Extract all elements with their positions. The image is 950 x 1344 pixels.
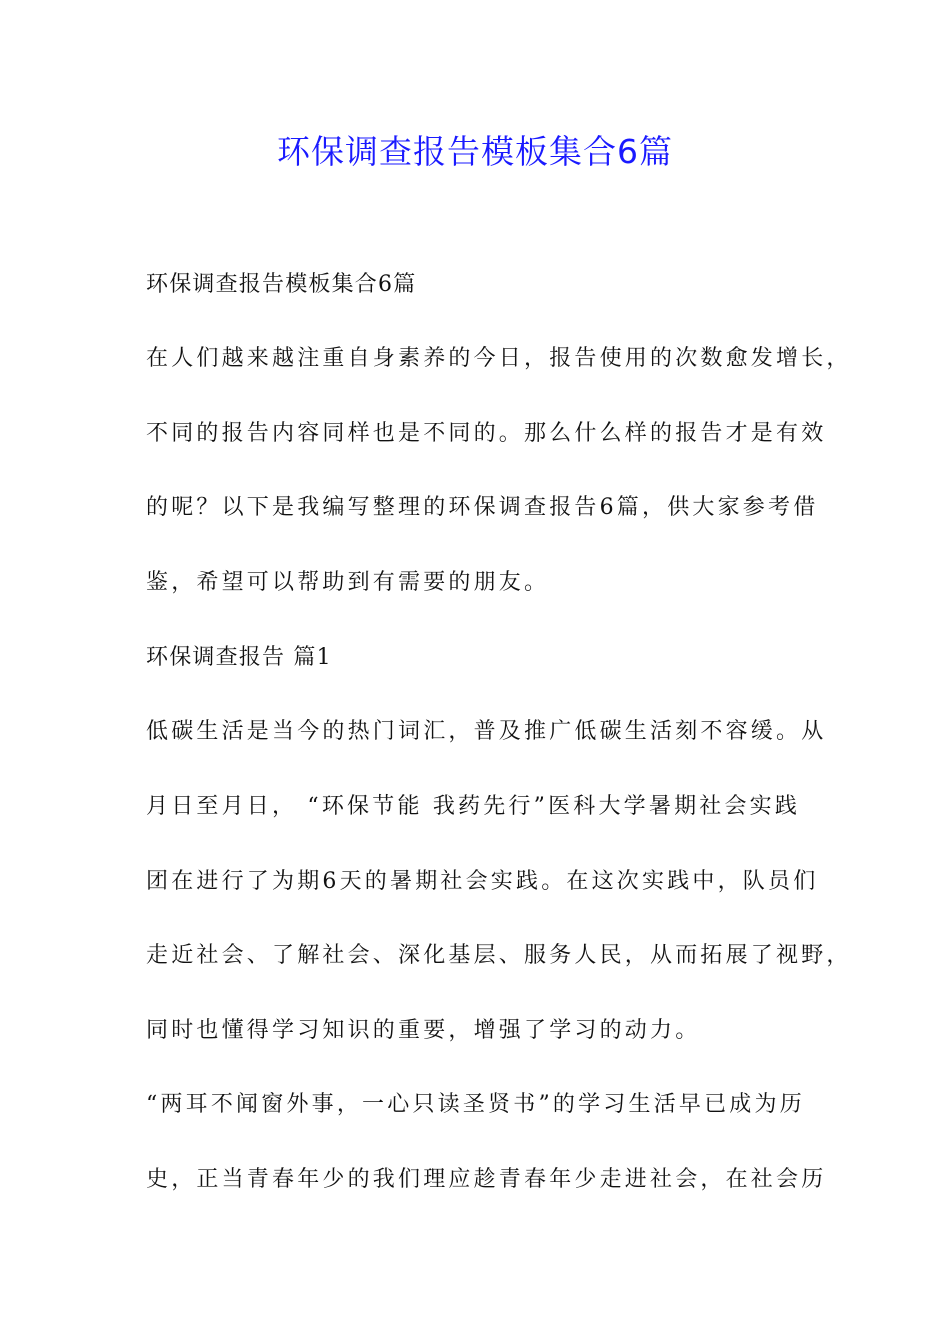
- paragraph-line: 月日至月日， “环保节能 我药先行”医科大学暑期社会实践: [146, 794, 801, 819]
- document-title: 环保调查报告模板集合6篇: [277, 132, 673, 171]
- paragraph-line: 史，正当青春年少的我们理应趁青春年少走进社会，在社会历: [146, 1167, 827, 1192]
- paragraph-line: 同时也懂得学习知识的重要，增强了学习的动力。: [146, 1018, 701, 1043]
- paragraph-line: 不同的报告内容同样也是不同的。那么什么样的报告才是有效: [146, 421, 827, 446]
- subtitle-line: 环保调查报告模板集合6篇: [146, 272, 417, 297]
- paragraph-line: 走近社会、了解社会、深化基层、服务人民，从而拓展了视野，: [146, 943, 852, 968]
- section-heading: 环保调查报告 篇1: [146, 645, 332, 670]
- paragraph-line: 鉴，希望可以帮助到有需要的朋友。: [146, 570, 550, 595]
- paragraph-line: “两耳不闻窗外事，一心只读圣贤书”的学习生活早已成为历: [146, 1092, 805, 1117]
- paragraph-line: 团在进行了为期6天的暑期社会实践。在这次实践中，队员们: [146, 869, 819, 894]
- paragraph-line: 在人们越来越注重自身素养的今日，报告使用的次数愈发增长，: [146, 346, 852, 371]
- paragraph-line: 的呢？以下是我编写整理的环保调查报告6篇，供大家参考借: [146, 495, 819, 520]
- paragraph-line: 低碳生活是当今的热门词汇，普及推广低碳生活刻不容缓。从: [146, 719, 827, 744]
